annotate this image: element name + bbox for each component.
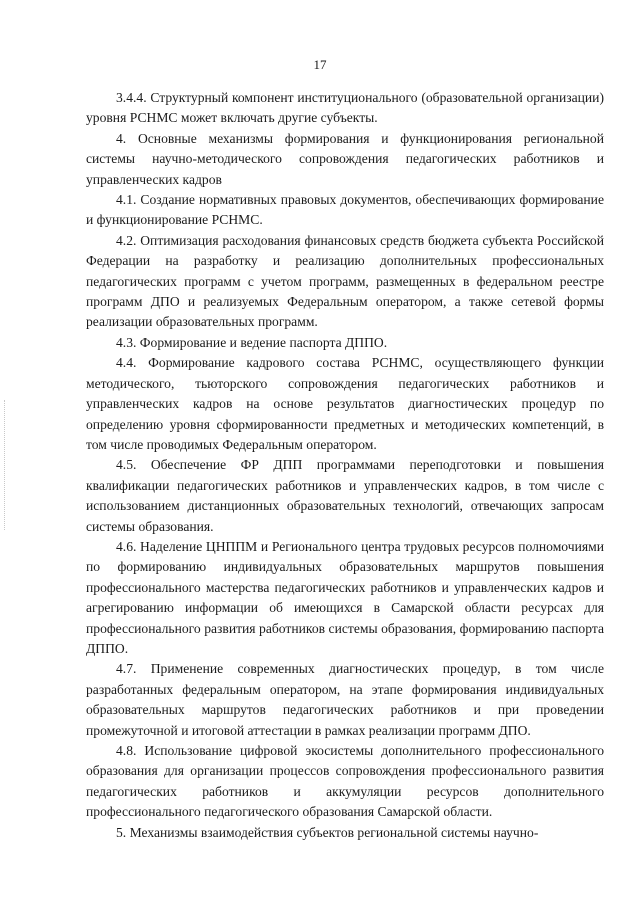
paragraph-3-4-4: 3.4.4. Структурный компонент институционального (образовательной организации) уровня РСНМС может включать другие субъекты. [86,90,604,126]
paragraph-4-3: 4.3. Формирование и ведение паспорта ДППО. [116,334,388,350]
paragraph-4-4: 4.4. Формирование кадрового состава РСНМС, осуществляющего функции методического, тьюторского сопровождения педагогических работников и управленческих кадров на основе результатов диагностических процедур по определению уровня сформированности предметных и методических компетенций, в том числе проводимых Федеральным оператором. [86,355,604,452]
paragraph-4-6: 4.6. Наделение ЦНППМ и Регионального центра трудовых ресурсов полномочиями по формированию индивидуальных образовательных маршрутов повышения профессионального мастерства педагогических работников и управленческих кадров и агрегированию информации об имеющихся в Самарской области ресурсах для профессионального развития работников системы образования, формированию паспорта ДППО. [86,538,604,656]
paragraph-4-1: 4.1. Создание нормативных правовых документов, обеспечивающих формирование и функционирование РСНМС. [86,192,604,228]
section-5-heading: 5. Механизмы взаимодействия субъектов региональной системы научно- [116,824,539,840]
scan-margin-mark [4,400,6,530]
paragraph-4-2: 4.2. Оптимизация расходования финансовых средств бюджета субъекта Российской Федерации на разработку и реализацию дополнительных профессиональных педагогических программ с учетом программ, размещенных в федеральном реестре программ ДПО и реализуемых Федеральным оператором, а также сетевой формы реализации образовательных программ. [86,232,604,330]
paragraph-4-7: 4.7. Применение современных диагностических процедур, в том числе разработанных федеральным оператором, на этапе формирования индивидуальных образовательных маршрутов педагогических работников и при проведении промежуточной и итоговой аттестации в рамках реализации программ ДПО. [86,661,604,738]
section-4-heading: 4. Основные механизмы формирования и функционирования региональной системы научно-методического сопровождения педагогических работников и управленческих кадров [86,130,604,187]
paragraph-4-5: 4.5. Обеспечение ФР ДПП программами переподготовки и повышения квалификации педагогических работников и управленческих кадров, в том числе с использованием дистанционных образовательных технологий, отвечающих запросам системы образования. [86,457,604,534]
paragraph-4-8: 4.8. Использование цифровой экосистемы дополнительного профессионального образования для организации процессов сопровождения профессионального развития педагогических работников и аккумуляции ресурсов дополнительного профессионального педагогического образования Самарской области. [86,743,604,820]
document-body [86,88,604,843]
page-number: 17 [313,57,327,72]
